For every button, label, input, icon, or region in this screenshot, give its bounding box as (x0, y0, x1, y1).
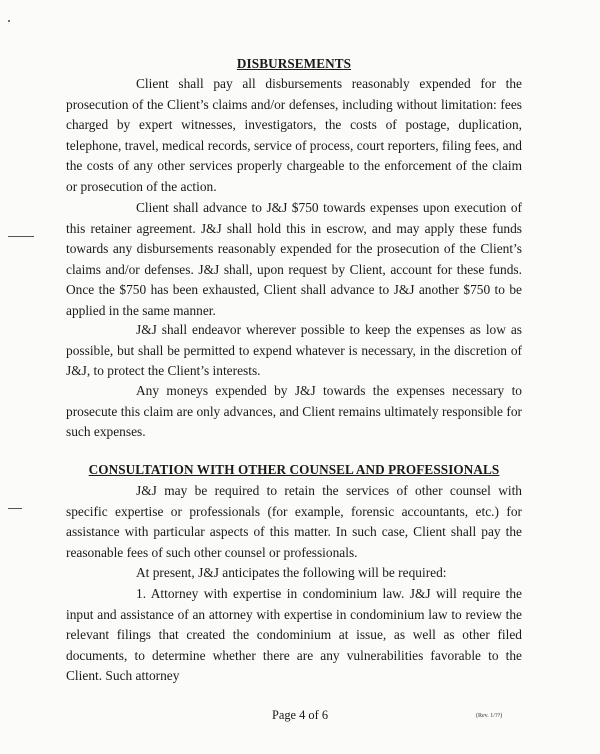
scan-mark (8, 508, 22, 509)
disbursements-paragraph-4: Any moneys expended by J&J towards the expenses necessary to prosecute this claim are only advances, and Client remains ultimately responsible for such expenses. (66, 383, 522, 440)
section-heading-consultation: CONSULTATION WITH OTHER COUNSEL AND PROFESSIONALS (88, 462, 500, 477)
consultation-paragraph-2: At present, J&J anticipates the following will be required: (136, 565, 447, 580)
section-heading-disbursements: DISBURSEMENTS (236, 56, 352, 71)
page-number: Page 4 of 6 (271, 708, 329, 722)
scan-speck (8, 20, 10, 22)
disbursements-paragraph-1: Client shall pay all disbursements reasonably expended for the prosecution of the Client’s claims and/or defenses, including without limitation: fees charged by expert witnesses, investigators, the costs of postage, duplication, telephone, travel, medical records, service of process, court reporters, filing fees, and the costs of any other services properly chargeable to the enforcement of the claim or prosecution of the action. (66, 76, 522, 194)
disbursements-paragraph-3: J&J shall endeavor wherever possible to keep the expenses as low as possible, but shall be permitted to expend whatever is necessary, in the discretion of J&J, to protect the Client’s interests. (66, 322, 522, 379)
revision-note: (Rev. 1/??) (476, 713, 503, 719)
consultation-list-item-1: 1. Attorney with expertise in condominium law. J&J will require the input and assistance of an attorney with expertise in condominium law to review the relevant filings that created the condominium at issue, as well as other filed documents, to determine whether there are any vulnerabilities favorable to the Client. Such attorney (66, 586, 522, 684)
scan-mark (8, 236, 34, 237)
consultation-paragraph-1: J&J may be required to retain the services of other counsel with specific expertise or professionals (for example, forensic accountants, etc.) for assistance with particular aspects of this matter. In such case, Client shall pay the reasonable fees of such other counsel or professionals. (66, 483, 522, 560)
disbursements-paragraph-2: Client shall advance to J&J $750 towards expenses upon execution of this retainer agreement. J&J shall hold this in escrow, and may apply these funds towards any disbursements reasonably expended for the prosecution of the Client’s claims and/or defenses. J&J shall, upon request by Client, account for these funds. Once the $750 has been exhausted, Client shall advance to J&J another $750 to be applied in the same manner. (66, 200, 522, 318)
